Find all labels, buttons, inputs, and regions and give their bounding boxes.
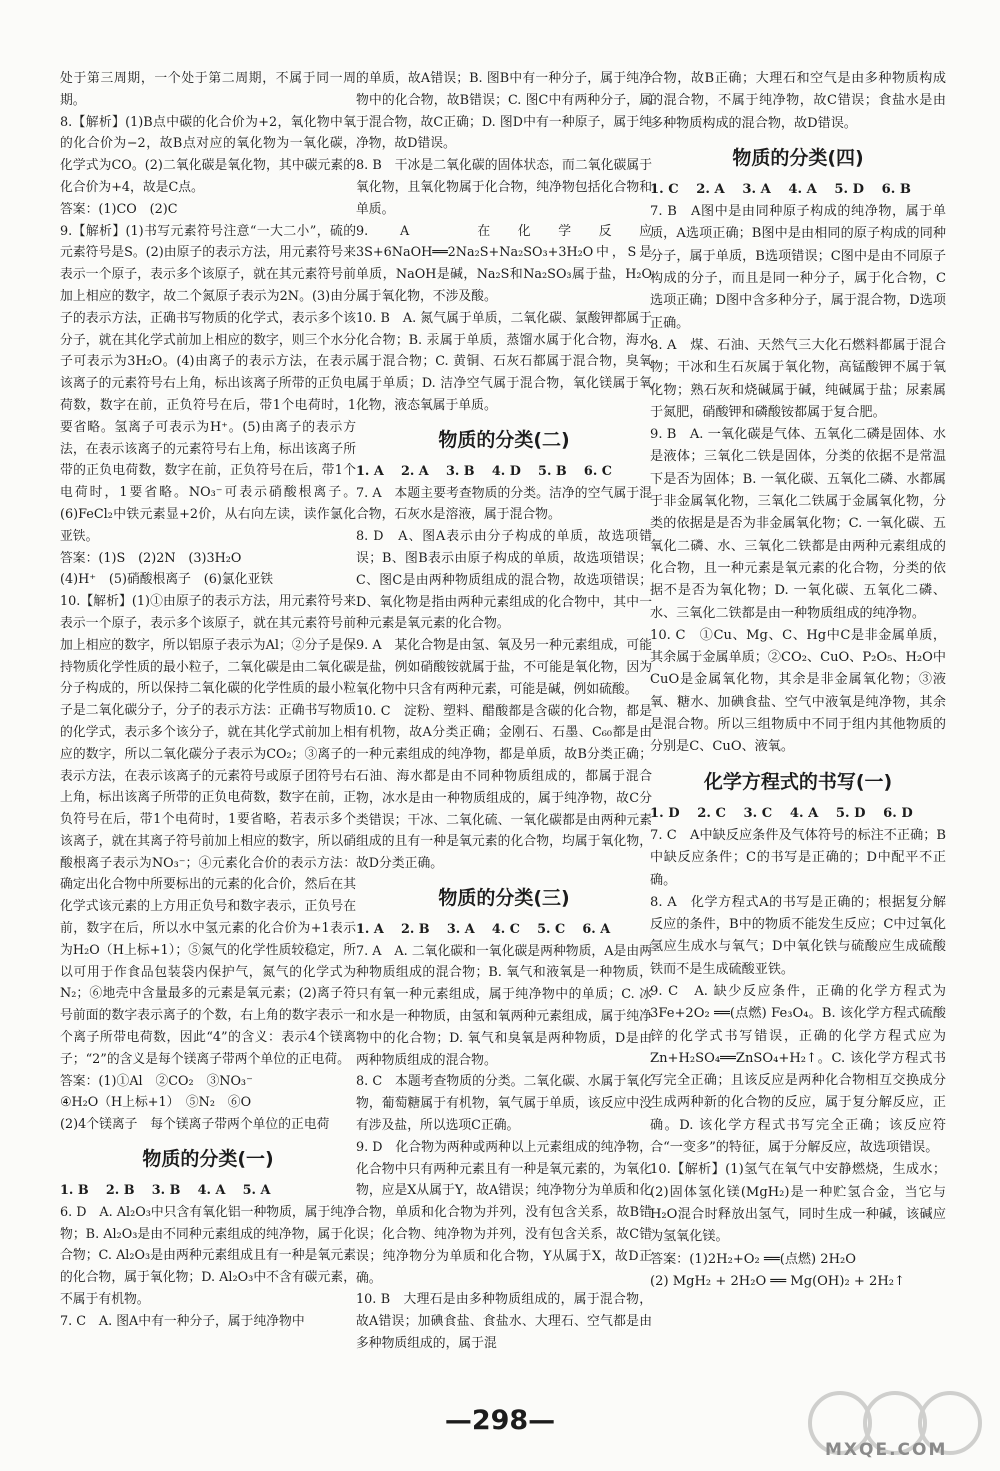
answer-paragraph: (2)4个镁离子 每个镁离子带两个单位的正电荷 <box>60 1117 330 1133</box>
answer-paragraph: 9. D 化合物为两种或两种以上元素组成的纯净物，化合物中只有两种元素且有一种是氧元素的，为氧化物，应是X从属于Y，故A错误；纯净物分为单质和化合物，单质和化合物为并列，没有包含关系，故B错误；化合物、纯净物为并列，没有包含关系，故C错误；纯净物分为单质和化合物，Y从属于X，故D正确。 <box>356 1139 652 1286</box>
answer-paragraph: 答案：(1)CO (2)C <box>60 201 178 217</box>
answer-paragraph: 9. B A. 一氧化碳是气体、五氧化二磷是固体、水是液体；三氧化二铁是固体，分类的依据不是常温下是否为固体；B. 一氧化碳、五氧化二磷、水都属于非金属氧化物，三氧化二铁属于金属氧化物，分类的依据是是否为非金属氧化物；C. 一氧化碳、五氧化二磷、水、三氧化二铁都是由两种元素组成的化合物，且一种元素是氧元素的化合物，分类的依据不是否为氧化物；D. 一氧化碳、五氧化二磷、水、三氧化二铁都是由一种物质组成的纯净物。 <box>650 427 946 621</box>
page-number: —298— <box>444 1405 556 1436</box>
answer-paragraph: ④H₂O（H上标+1） ⑤N₂ ⑥O <box>60 1095 252 1111</box>
answer-paragraph: (2) MgH₂ + 2H₂O ══ Mg(OH)₂ + 2H₂↑ <box>650 1273 905 1289</box>
answer-paragraph: 9.【解析】(1)书写元素符号注意“一大二小”，硫的元素符号是S。(2)由原子的表示方法，用元素符号来表示一个原子，表示多个该原子，就在其元素符号前加上相应的数字，故二个氮原子表示为2N。(3)由分子的表示方法，正确书写物质的化学式，表示多个该分子，就在其化学式前加上相应的数字，则三个水分子可表示为3H₂O。(4)由离子的表示方法，在表示该离子的元素符号右上角，标出该离子所带的正负电荷数，数字在前，正负符号在后，带1个电荷时，1要省略。氢离子可表示为H⁺。(5)由离子的表示方法，在表示该离子的元素符号右上角，标出该离子所带的正负电荷数，数字在前，正负符号在后，带1个电荷时，1要省略。NO₃⁻可表示硝酸根离子。(6)FeCl₂中铁元素显+2价，从右向左读，读作氯化亚铁。 <box>60 223 356 544</box>
answer-paragraph: 8. D A、图A表示由分子构成的单质，故选项错误；B、图B表示由原子构成的单质，故选项错误；C、图C是由两种物质组成的混合物，故选项错误；D、氧化物是指由两种元素组成的化合物中，其中一种元素是氧元素的化合物。 <box>356 529 652 632</box>
answer-paragraph: 8. B 干冰是二氧化碳的固体状态，而二氧化碳属于氧化物，且氧化物属于化合物，纯净物包括化合物和单质。 <box>356 158 652 217</box>
answer-key-row: 1. B 2. B 3. B 4. A 5. A <box>60 1183 271 1199</box>
answer-paragraph: 8. A 化学方程式A的书写是正确的；根据复分解反应的条件，B中的物质不能发生反应；C中过氧化氢应生成水与氧气；D中氧化铁与硫酸应生成硫酸铁而不是生成硫酸亚铁。 <box>650 894 946 977</box>
answer-paragraph: 8.【解析】(1)B点中碳的化合价为+2，氧化物中氧的化合价为−2，故B点对应的氧化物为一氧化碳，化学式为CO。(2)二氧化碳是氧化物，其中碳元素的化合价为+4，故是C点。 <box>60 114 356 195</box>
answer-paragraph: 7. B A图中是由同种原子构成的纯净物，属于单质，A选项正确；B图中是由相同的原子构成的同种分子，属于单质，B选项错误；C图中是由不同原子构成的分子，而且是同一种分子，属于化合物，C选项正确；D图中含多种分子，属于混合物，D选项正确。 <box>650 204 946 331</box>
answer-paragraph: 10. C 淀粉、塑料、醋酸都是含碳的化合物，都是有机物，故A分类正确；金刚石、石墨、C₆₀都是由一种元素组成的纯净物，都是单质，故B分类正确；石油、海水都是由不同种物质组成的，都属于混合物，冰水是由一种物质组成的，属于纯净物，故C分类错误；干冰、二氧化硫、一氧化碳都是由两种元素组成的且有一种是氧元素的化合物，均属于氧化物，故D分类正确。 <box>356 703 652 872</box>
answer-paragraph: 答案：(1)S (2)2N (3)3H₂O <box>60 550 242 566</box>
section-title: 物质的分类(一) <box>142 1148 274 1171</box>
answer-paragraph: 7. C A中缺反应条件及气体符号的标注不正确；B中缺反应条件；C的书写是正确的；D中配平不正确。 <box>650 827 946 888</box>
answer-paragraph: 6. D A. Al₂O₃中只含有氧化铝一种物质，属于纯净物；B. Al₂O₃是由不同种元素组成的纯净物，属于化合物；C. Al₂O₃是由两种元素组成且有一种是氧元素的化合物，属于氧化物；D. Al₂O₃中不含有碳元素，不属于有机物。 <box>60 1204 356 1308</box>
answer-paragraph: 7. C A. 图A中有一种分子，属于纯净物中 <box>60 1313 305 1329</box>
section-title: 物质的分类(三) <box>438 886 570 909</box>
section-title: 物质的分类(二) <box>438 428 570 451</box>
answer-paragraph: (4)H⁺ (5)硝酸根离子 (6)氯化亚铁 <box>60 572 274 588</box>
answer-paragraph: 9. C A. 缺少反应条件，正确的化学方程式为3Fe+2O₂ ══(点燃) Fe₃O₄。B. 该化学方程式硫酸锌的化学式书写错误，正确的化学方程式应为Zn+H₂SO₄══ZnSO₄+H₂↑。C. 该化学方程式书写完全正确；且该反应是两种化合物相互交换成分生成两种新的化合物的反应，属于复分解反应，正确。D. 该化学方程式书写完全正确；该反应符合“一变多”的特征，属于分解反应，故选项错误。 <box>650 983 946 1156</box>
answer-paragraph: 10.【解析】(1)氢气在氧气中安静燃烧，生成水；(2)固体氢化镁(MgH₂)是一种贮氢合金，当它与H₂O混合时释放出氢气，同时生成一种碱，该碱应为氢氧化镁。 <box>650 1162 946 1245</box>
answer-key-row: 1. A 2. B 3. A 4. C 5. C 6. A <box>356 921 611 937</box>
answer-column-1 <box>60 68 356 1333</box>
answer-paragraph: 8. C 本题考查物质的分类。二氧化碳、水属于氧化物，葡萄糖属于有机物，氧气属于单质，该反应中没有涉及盐，所以选项C正确。 <box>356 1074 652 1134</box>
answer-paragraph: 9. A 在化学反应3S+6NaOH══2Na₂S+Na₂SO₃+3H₂O中，S是单质，NaOH是碱，Na₂S和Na₂SO₃属于盐，H₂O属于氧化物，不涉及酸。 <box>356 223 652 304</box>
answer-paragraph: 9. A 某化合物是由氢、氧及另一种元素组成，可能是盐，例如硝酸铵就属于盐，不可能是氧化物，因为氧化物中只含有两种元素，可能是碱，例如硫酸。 <box>356 638 652 697</box>
section-title: 物质的分类(四) <box>732 146 864 169</box>
answer-paragraph: 10. C ①Cu、Mg、C、Hg中C是非金属单质，其余属于金属单质；②CO₂、CuO、P₂O₅、H₂O中CuO是金属氧化物，其余是非金属氧化物；③液氧、糖水、加碘食盐、空气中液氧是纯净物，其余是混合物。所以三组物质中不同于组内其他物质的分别是C、CuO、液氧。 <box>650 627 946 755</box>
answer-paragraph: 处于第三周期，一个处于第二周期，不属于同一周期。 <box>60 71 356 108</box>
answer-paragraph: 10.【解析】(1)①由原子的表示方法，用元素符号来表示一个原子，表示多个该原子，就在其元素符号前加上相应的数字，所以铝原子表示为Al；②分子是保持物质化学性质的最小粒子，二氧化碳是由二氧化碳分子构成的，所以保持二氧化碳的化学性质的最小粒子是二氧化碳分子，分子的表示方法：正确书写物质的化学式，表示多个该分子，就在其化学式前加上相应的数字，所以二氧化碳分子表示为CO₂；③离子的表示方法，在表示该离子的元素符号或原子团符号右上角，标出该离子所带的正负电荷数，数字在前，正负符号在后，带1个电荷时，1要省略，若表示多个该离子，就在其离子符号前加上相应的数字，所以硝酸根离子表示为NO₃⁻；④元素化合价的表示方法：确定出化合物中所要标出的元素的化合价，然后在其化学式该元素的上方用正负号和数字表示，正负号在前，数字在后，所以水中氢元素的化合价为+1表示为H₂O（H上标+1）；⑤氮气的化学性质较稳定，所以可用于作食品包装袋内保护气，氮气的化学式为N₂；⑥地壳中含量最多的元素是氧元素；(2)离子符号前面的数字表示离子的个数，右上角的数字表示一个离子所带电荷数，因此“4”的含义：表示4个镁离子；“2”的含义是每个镁离子带两个单位的正电荷。 <box>60 594 356 1067</box>
answer-paragraph: 答案：(1)2H₂+O₂ ══(点燃) 2H₂O <box>650 1251 857 1267</box>
answer-paragraph: 合物，故B正确；大理石和空气是由多种物质构成的混合物，不属于纯净物，故C错误；食盐水是由多种物质构成的混合物，故D错误。 <box>650 71 946 131</box>
answer-paragraph: 10. B 大理石是由多种物质组成的，属于混合物，故A错误；加碘食盐、食盐水、大理石、空气都是由多种物质组成的，属于混 <box>356 1292 652 1352</box>
answer-key-row: 1. A 2. A 3. B 4. D 5. B 6. C <box>356 463 612 479</box>
answer-key-row: 1. D 2. C 3. C 4. A 5. D 6. D <box>650 805 913 821</box>
answer-paragraph: 7. A A. 二氧化碳和一氧化碳是两种物质，A是由两种物质组成的混合物；B. 氧气和液氧是一种物质，只有氧一种元素组成，属于纯净物中的单质；C. 冰和水是一种物质，由氢和氧两种元素组成，属于纯净物中的化合物；D. 氧气和臭氧是两种物质，D是由两种物质组成的混合物。 <box>356 943 652 1068</box>
answer-column-3 <box>650 68 946 1293</box>
answer-paragraph: 7. A 本题主要考查物质的分类。洁净的空气属于混合物，石灰水是溶液，属于混合物。 <box>356 485 652 523</box>
answer-paragraph: 8. A 煤、石油、天然气三大化石燃料都属于混合物；干冰和生石灰属于氧化物，高锰酸钾不属于氧化物；熟石灰和烧碱属于碱，纯碱属于盐；尿素属于氮肥，硝酸钾和磷酸铵都属于复合肥。 <box>650 337 946 420</box>
answer-column-2 <box>356 68 652 1355</box>
answer-paragraph: 10. B A. 氮气属于单质，二氧化碳、氯酸钾都属于化合物；B. 汞属于单质，蒸馏水属于化合物，海水属于混合物；C. 黄铜、石灰石都属于混合物，臭氧属于单质；D. 洁净空气属于混合物，氧化镁属于氧化物，液态氧属于单质。 <box>356 310 652 413</box>
answer-key-row: 1. C 2. A 3. A 4. A 5. D 6. B <box>650 181 911 197</box>
watermark-url: MXQE.COM <box>825 1440 948 1460</box>
answer-paragraph: 的单质，故A错误；B. 图B中有一种分子，属于纯净物中的化合物，故B错误；C. 图C中有两种分子，属于混合物，故C正确；D. 图D中有一种原子，属于纯净物，故D错误。 <box>356 71 652 152</box>
answer-paragraph: 答案：(1)①Al ②CO₂ ③NO₃⁻ <box>60 1073 253 1089</box>
section-title: 化学方程式的书写(一) <box>703 770 893 793</box>
